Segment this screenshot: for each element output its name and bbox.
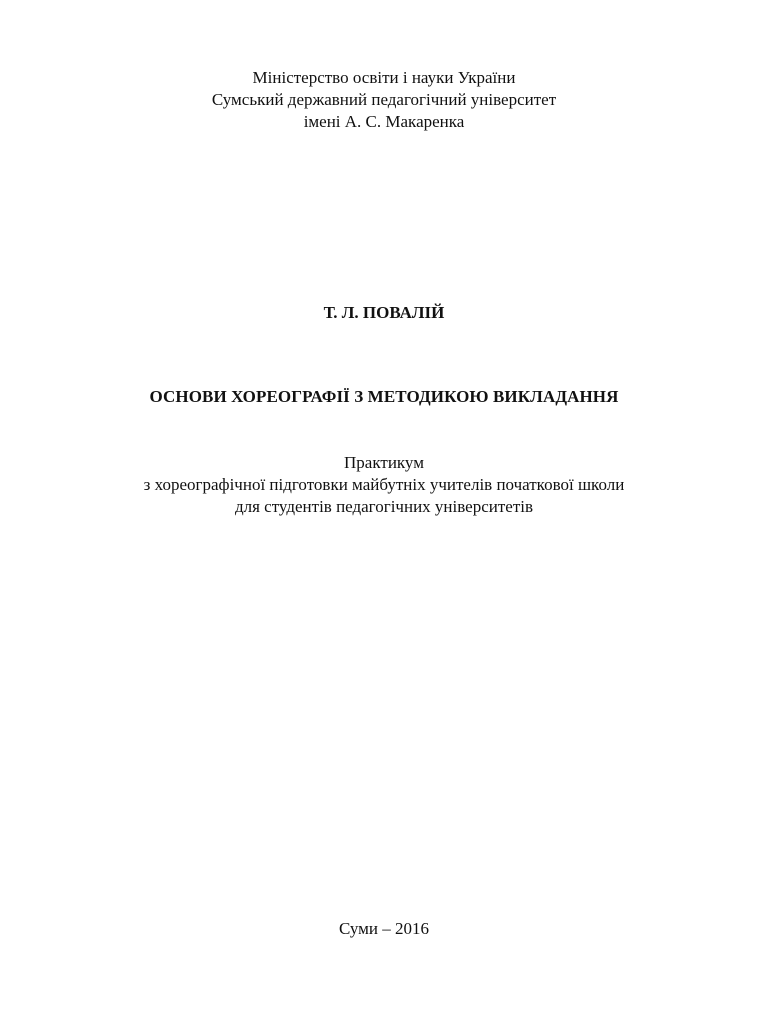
author-name: Т. Л. ПОВАЛІЙ xyxy=(323,303,445,322)
university-named-after: імені А. С. Макаренка xyxy=(303,112,465,131)
author-block xyxy=(0,302,768,324)
ministry-name: Міністерство освіти і науки України xyxy=(252,68,516,87)
university-name: Сумський державний педагогічний університет xyxy=(211,90,557,109)
footer-block xyxy=(0,918,768,940)
institution-header xyxy=(0,67,768,133)
subtitle-line-1: з хореографічної підготовки майбутніх учителів початкової школи xyxy=(143,475,625,494)
city-year: Суми – 2016 xyxy=(338,919,430,938)
document-title: ОСНОВИ ХОРЕОГРАФІЇ З МЕТОДИКОЮ ВИКЛАДАННЯ xyxy=(149,387,619,406)
title-block xyxy=(0,386,768,408)
document-type: Практикум xyxy=(344,453,424,472)
subtitle-line-2: для студентів педагогічних університетів xyxy=(234,497,534,516)
subtitle-block xyxy=(0,452,768,518)
